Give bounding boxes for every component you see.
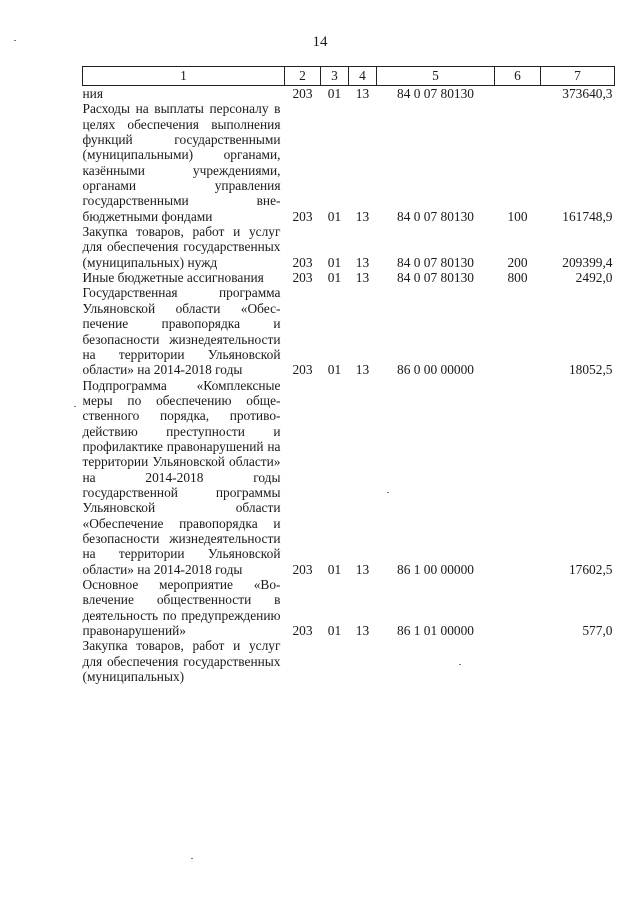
row-code-target xyxy=(377,638,495,684)
row-name: Закупка товаров, работ и услуг для обеспечения государственных (муниципальных) нужд xyxy=(82,224,281,270)
row-amount: 577,0 xyxy=(582,623,613,639)
row-code-ministry xyxy=(285,638,321,684)
row-code-ministry: 203 xyxy=(292,623,313,639)
row-name: Иные бюджетные ассигнования xyxy=(82,270,264,286)
row-code-subsection: 13 xyxy=(355,208,370,224)
row-code-subsection xyxy=(349,638,377,684)
header-row xyxy=(83,67,615,86)
budget-table xyxy=(82,66,615,684)
row-code-target: 84 0 07 80130 xyxy=(397,208,474,224)
row-code-section: 01 xyxy=(327,270,342,286)
row-code-ministry: 203 xyxy=(292,254,313,270)
header-col-4: 4 xyxy=(349,67,377,86)
header-col-3: 3 xyxy=(321,67,349,86)
row-name: Государственная программа Ульяновской области «Обеспечение правопорядка и безопасности жизнедеятельности на территории Ульяновской области» на 2014-2018 годы xyxy=(82,285,281,378)
table-row xyxy=(83,638,615,684)
header-col-5: 5 xyxy=(377,67,495,86)
row-code-section xyxy=(321,638,349,684)
row-code-section: 01 xyxy=(327,362,342,378)
row-code-target: 84 0 07 80130 xyxy=(397,254,474,270)
row-code-target: 86 1 00 00000 xyxy=(397,561,474,577)
row-code-section: 01 xyxy=(327,86,342,101)
row-code-subsection: 13 xyxy=(355,623,370,639)
row-code-expense-type xyxy=(495,378,541,577)
row-amount: 209399,4 xyxy=(562,254,613,270)
row-code-ministry: 203 xyxy=(292,561,313,577)
row-code-subsection: 13 xyxy=(355,270,370,286)
header-col-1: 1 xyxy=(83,67,285,86)
row-code-subsection: 13 xyxy=(355,86,370,101)
row-amount: 2492,0 xyxy=(575,270,613,286)
row-code-expense-type: 100 xyxy=(507,208,528,224)
page-number: 14 xyxy=(312,34,328,50)
table-row xyxy=(83,577,615,638)
header-col-2: 2 xyxy=(285,67,321,86)
row-name: Закупка товаров, работ и услуг для обеспечения государственных (муниципальных) xyxy=(82,638,281,685)
row-amount: 161748,9 xyxy=(562,208,613,224)
row-code-ministry: 203 xyxy=(292,362,313,378)
row-code-target: 84 0 07 80130 xyxy=(397,270,474,286)
row-code-target: 86 0 00 00000 xyxy=(397,362,474,378)
row-code-expense-type xyxy=(495,638,541,684)
row-code-ministry: 203 xyxy=(292,208,313,224)
table-row xyxy=(83,86,615,102)
row-amount: 373640,3 xyxy=(562,86,613,101)
row-name: ния xyxy=(82,86,103,101)
row-code-target: 84 0 07 80130 xyxy=(397,86,474,101)
row-code-subsection: 13 xyxy=(355,561,370,577)
row-code-expense-type xyxy=(495,577,541,638)
scan-speck xyxy=(387,492,389,493)
row-name: Расходы на выплаты персоналу в целях обеспечения выполнения функций государственными (муниципальными) органами, казёнными учреждениями, органами управления государственными внебюджетными фондами xyxy=(82,101,281,224)
row-amount: 18052,5 xyxy=(568,362,613,378)
table-row xyxy=(83,378,615,577)
table-row xyxy=(83,285,615,377)
row-amount: 17602,5 xyxy=(568,561,613,577)
table-row xyxy=(83,270,615,285)
row-code-expense-type xyxy=(495,285,541,377)
row-amount xyxy=(541,638,615,684)
scan-speck xyxy=(74,406,76,407)
row-code-target: 86 1 01 00000 xyxy=(397,623,474,639)
table-row xyxy=(83,224,615,270)
row-code-subsection: 13 xyxy=(355,254,370,270)
row-code-ministry: 203 xyxy=(292,270,313,286)
table-body xyxy=(83,86,615,685)
table-header xyxy=(83,67,615,86)
row-code-expense-type xyxy=(495,86,541,102)
scan-speck xyxy=(191,858,193,859)
scan-speck xyxy=(14,40,16,41)
header-col-6: 6 xyxy=(495,67,541,86)
row-code-expense-type: 800 xyxy=(507,270,528,286)
row-code-section: 01 xyxy=(327,623,342,639)
table-row xyxy=(83,101,615,224)
row-code-ministry: 203 xyxy=(292,86,313,101)
row-name: Подпрограмма «Комплексные меры по обеспечению общественного порядка, противодействию преступности и профилактике правонарушений на территории Ульяновской области» на 2014-2018 годы государственной программы Ульяновской области «Обеспечение правопорядка и безопасности жизнедеятельности на территории Ульяновской области» на 2014-2018 годы xyxy=(82,377,281,577)
row-code-section: 01 xyxy=(327,208,342,224)
scan-speck xyxy=(459,664,461,665)
row-code-subsection: 13 xyxy=(355,362,370,378)
row-code-section: 01 xyxy=(327,254,342,270)
header-col-7: 7 xyxy=(541,67,615,86)
row-code-expense-type: 200 xyxy=(507,254,528,270)
row-code-section: 01 xyxy=(327,561,342,577)
row-name: Основное мероприятие «Вовлечение общественности в деятельность по предупреждению правонарушений» xyxy=(82,577,281,639)
